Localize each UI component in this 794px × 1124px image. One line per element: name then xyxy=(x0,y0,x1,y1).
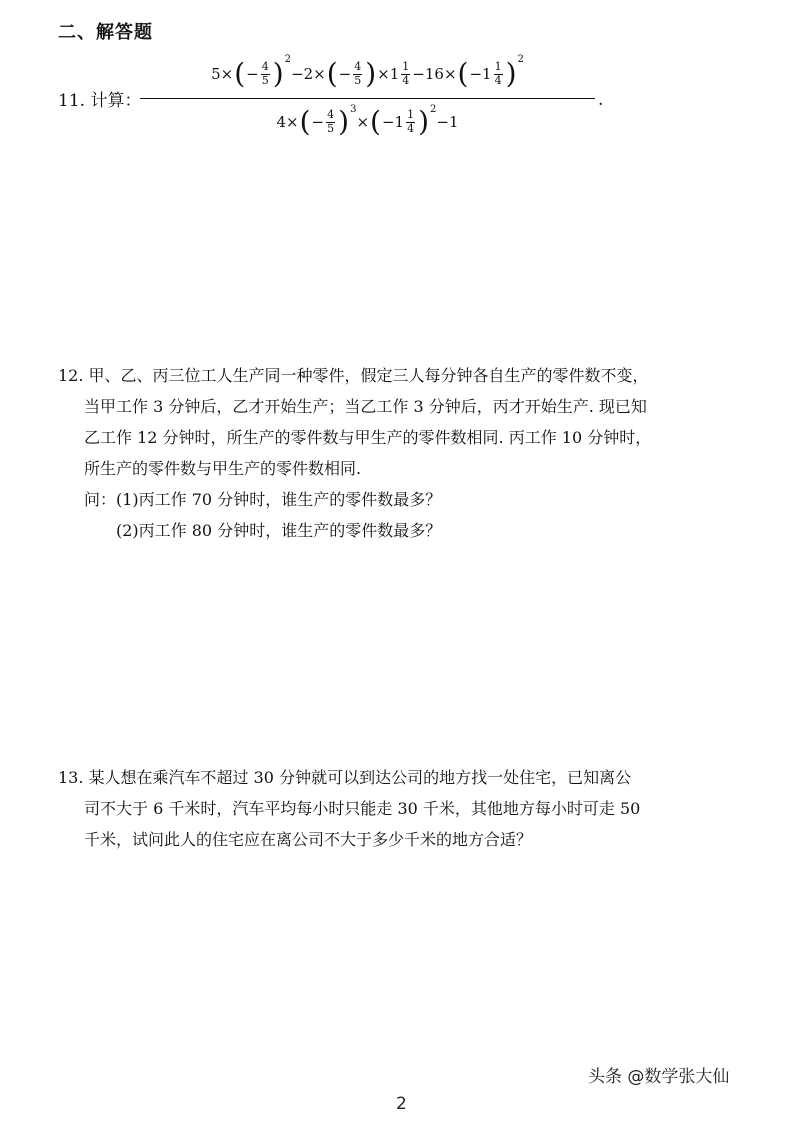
math-text: −16× xyxy=(412,65,457,83)
question-11-period: . xyxy=(598,90,604,110)
exponent: 2 xyxy=(284,54,292,65)
small-fraction-numerator: 1 xyxy=(407,107,415,121)
small-fraction xyxy=(406,109,415,135)
math-text: −1 xyxy=(469,65,492,83)
small-fraction xyxy=(401,61,410,87)
right-paren: ) xyxy=(418,105,430,138)
fraction-numerator xyxy=(140,52,595,96)
small-fraction xyxy=(326,109,335,135)
exponent: 3 xyxy=(350,104,357,115)
left-paren: ( xyxy=(326,57,338,90)
left-paren: ( xyxy=(234,57,246,90)
left-paren: ( xyxy=(457,57,469,90)
math-text: 5× xyxy=(211,65,234,83)
question-12-line: 所生产的零件数与甲生产的零件数相同. xyxy=(84,459,362,478)
question-12 xyxy=(58,360,748,546)
small-fraction-denominator: 5 xyxy=(261,73,269,87)
small-fraction-numerator: 4 xyxy=(327,107,335,121)
right-paren: ) xyxy=(505,57,517,90)
fraction-denominator xyxy=(140,102,595,142)
small-fraction xyxy=(494,61,503,87)
small-fraction xyxy=(353,61,362,87)
question-12-subquestion-2: (2)丙工作 80 分钟时，谁生产的零件数最多？ xyxy=(116,521,442,540)
small-fraction xyxy=(261,61,270,87)
math-text: × xyxy=(356,113,370,131)
math-text: − xyxy=(246,65,259,83)
left-paren: ( xyxy=(370,105,381,138)
math-text: −1 xyxy=(381,113,405,131)
question-12-line: 当甲工作 3 分钟后，乙才开始生产；当乙工作 3 分钟后，丙才开始生产. 现已知 xyxy=(84,397,647,416)
right-paren: ) xyxy=(338,105,350,138)
math-text: − xyxy=(338,65,352,83)
right-paren: ) xyxy=(365,57,377,90)
question-11 xyxy=(58,52,708,142)
page-number: 2 xyxy=(396,1094,407,1114)
small-fraction-numerator: 4 xyxy=(354,59,362,73)
right-paren: ) xyxy=(272,57,284,90)
section-title: 二、解答题 xyxy=(58,22,153,43)
watermark: 头条 @数学张大仙 xyxy=(588,1067,730,1087)
question-13-line: 千米，试问此人的住宅应在离公司不大于多少千米的地方合适？ xyxy=(84,830,533,849)
exponent: 2 xyxy=(430,104,437,115)
denominator-expression xyxy=(140,102,595,142)
small-fraction-numerator: 1 xyxy=(494,59,502,73)
numerator-expression xyxy=(140,52,595,96)
question-13-line: 13. 某人想在乘汽车不超过 30 分钟就可以到达公司的地方找一处住宅，已知离公 xyxy=(58,768,632,787)
left-paren: ( xyxy=(299,105,311,138)
math-text: ×1 xyxy=(377,65,400,83)
small-fraction-denominator: 5 xyxy=(327,121,335,135)
small-fraction-denominator: 4 xyxy=(407,121,415,135)
question-12-subquestion-1: 问：(1)丙工作 70 分钟时，谁生产的零件数最多？ xyxy=(84,490,442,509)
small-fraction-denominator: 5 xyxy=(354,73,362,87)
question-11-fraction xyxy=(140,52,595,142)
math-text: 4× xyxy=(276,113,299,131)
small-fraction-denominator: 4 xyxy=(494,73,502,87)
math-text: −2× xyxy=(291,65,326,83)
fraction-bar xyxy=(140,98,595,99)
question-13-line: 司不大于 6 千米时，汽车平均每小时只能走 30 千米，其他地方每小时可走 50 xyxy=(84,799,641,818)
exponent: 2 xyxy=(517,54,524,65)
math-text: − xyxy=(311,113,325,131)
math-text: −1 xyxy=(436,113,459,131)
small-fraction-numerator: 4 xyxy=(261,59,269,73)
question-12-line: 乙工作 12 分钟时，所生产的零件数与甲生产的零件数相同. 丙工作 10 分钟时， xyxy=(84,428,652,447)
small-fraction-numerator: 1 xyxy=(402,59,410,73)
small-fraction-denominator: 4 xyxy=(402,73,410,87)
question-11-label: 11. 计算： xyxy=(58,91,142,111)
question-12-line: 12. 甲、乙、丙三位工人生产同一种零件，假定三人每分钟各自生产的零件数不变， xyxy=(58,366,649,385)
question-13 xyxy=(58,762,748,855)
